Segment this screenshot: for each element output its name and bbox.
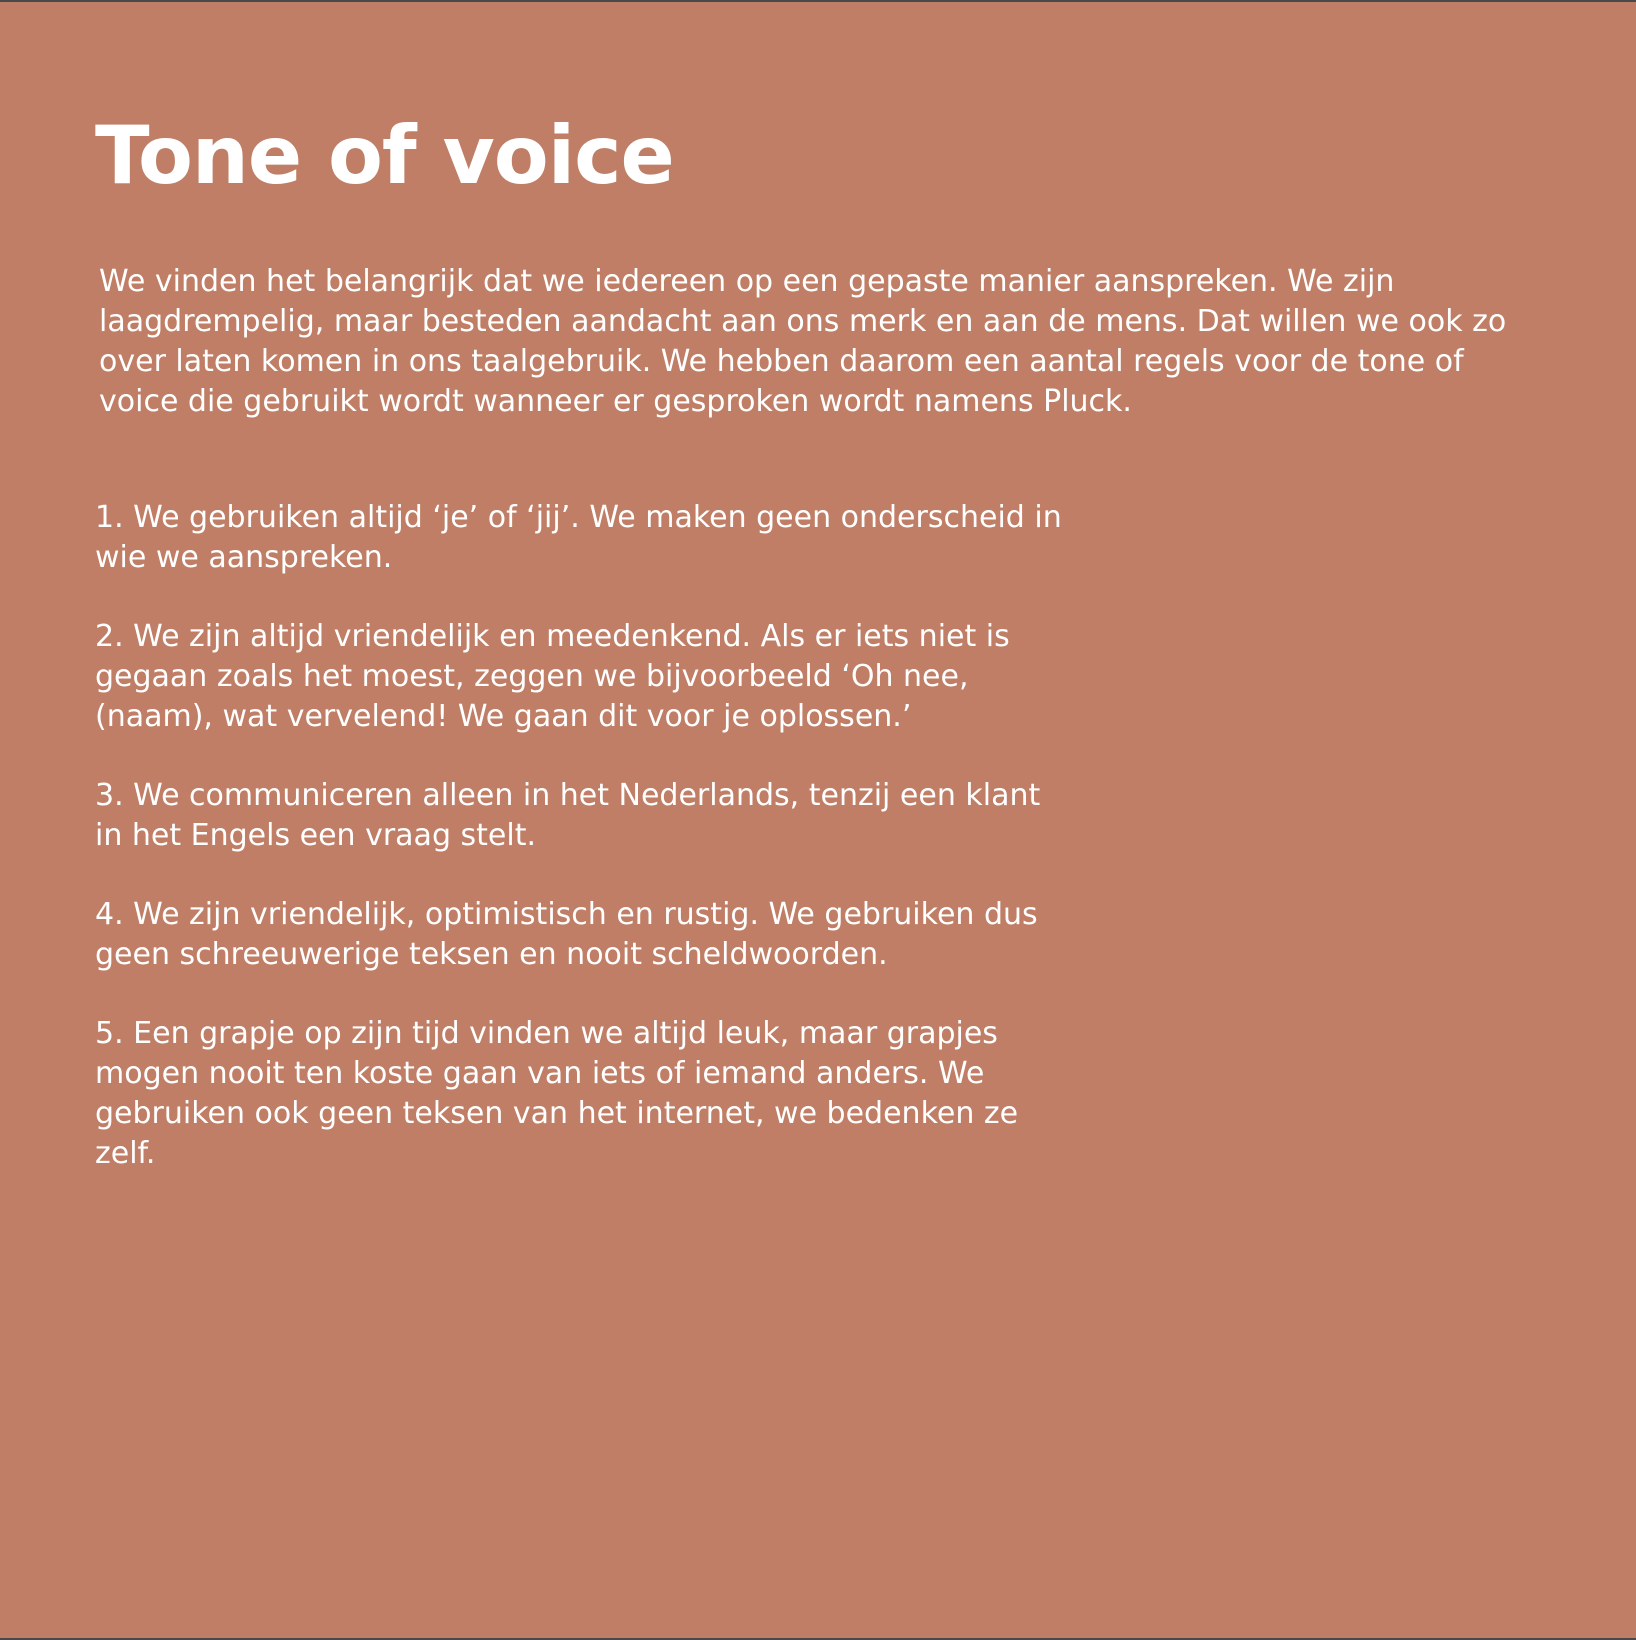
- page-title: Tone of voice: [95, 109, 674, 202]
- rule-item: 2. We zijn altijd vriendelijk en meedenkend. Als er iets niet is gegaan zoals het moest, zeggen we bijvoorbeeld ‘Oh nee, (naam), wat vervelend! We gaan dit voor je oplossen.’: [95, 619, 1010, 734]
- rule-item: 4. We zijn vriendelijk, optimistisch en rustig. We gebruiken dus geen schreeuwerige teksen en nooit scheldwoorden.: [95, 897, 1038, 972]
- rule-item: 5. Een grapje op zijn tijd vinden we altijd leuk, maar grapjes mogen nooit ten koste gaan van iets of iemand anders. We gebruiken ook geen teksen van het internet, we bedenken ze zelf.: [95, 1016, 1019, 1171]
- rule-item: 1. We gebruiken altijd ‘je’ of ‘jij’. We maken geen onderscheid in wie we aanspreken.: [95, 500, 1062, 575]
- intro-paragraph: We vinden het belangrijk dat we iedereen op een gepaste manier aanspreken. We zijn laagdrempelig, maar besteden aandacht aan ons merk en aan de mens. Dat willen we ook zo over laten komen in ons taalgebruik. We hebben daarom een aantal regels voor de tone of voice die gebruikt wordt wanneer er gesproken wordt namens Pluck.: [99, 264, 1507, 419]
- rules-list: [95, 498, 1065, 1213]
- rule-item: 3. We communiceren alleen in het Nederlands, tenzij een klant in het Engels een vraag stelt.: [95, 778, 1041, 853]
